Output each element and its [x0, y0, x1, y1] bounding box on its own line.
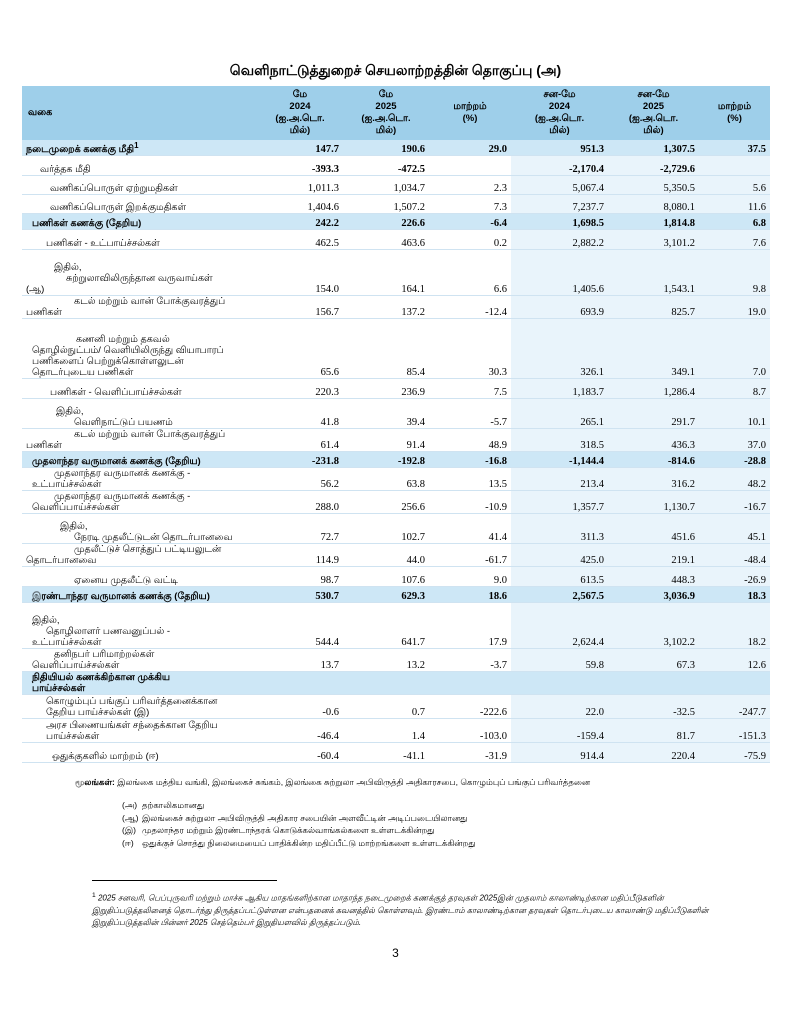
note-symbol: (ஈ) — [122, 837, 134, 848]
row-value: 8,080.1 — [608, 195, 699, 214]
row-label-line: கடல் மற்றும் வான் போக்குவரத்துப் — [74, 296, 226, 308]
row-value: 1.4 — [343, 719, 429, 743]
row-value: -192.8 — [343, 452, 429, 468]
row-value: 5.6 — [699, 176, 770, 195]
row-value: 164.1 — [343, 250, 429, 296]
row-label — [22, 140, 257, 156]
row-value: 349.1 — [608, 319, 699, 379]
row-value: -6.4 — [429, 214, 511, 230]
table-row — [22, 695, 770, 719]
row-label-line: கணனி மற்றும் தகவல் — [76, 334, 170, 346]
table-row — [22, 743, 770, 763]
row-value — [608, 672, 699, 695]
row-label-line: முதலாந்தர வருமானக் கணக்கு (தேறிய) — [32, 456, 201, 468]
row-label — [22, 452, 257, 468]
row-value: 463.6 — [343, 230, 429, 250]
row-value: 7.0 — [699, 319, 770, 379]
table-body — [22, 140, 770, 763]
row-label — [22, 250, 257, 296]
row-label — [22, 514, 257, 544]
row-value: 3,036.9 — [608, 587, 699, 603]
row-value: 629.3 — [343, 587, 429, 603]
table-row — [22, 491, 770, 514]
row-value: 13.7 — [257, 649, 343, 672]
row-value: -16.7 — [699, 491, 770, 514]
row-label-line: கொழும்புப் பங்குப் பரிவர்த்தனைக்கான — [46, 696, 218, 708]
row-value: 265.1 — [511, 399, 608, 429]
row-value: 213.4 — [511, 468, 608, 491]
row-label-line: பணிகள் கணக்கு (தேறிய) — [32, 218, 142, 230]
row-value: 220.4 — [608, 743, 699, 763]
header-line: (ஐ.அ.டொ. — [361, 113, 411, 124]
row-label — [22, 156, 257, 176]
row-value: -75.9 — [699, 743, 770, 763]
sources — [75, 777, 765, 789]
row-value: 22.0 — [511, 695, 608, 719]
row-label-line: இரண்டாந்தர வருமானக் கணக்கு (தேறிய) — [32, 591, 210, 603]
row-value — [429, 672, 511, 695]
table-row — [22, 195, 770, 214]
row-value: 1,814.8 — [608, 214, 699, 230]
row-value: 1,543.1 — [608, 250, 699, 296]
row-value: 1,286.4 — [608, 379, 699, 399]
row-label-line: முதலாந்தர வருமானக் கணக்கு - — [54, 468, 191, 480]
header-may-2025 — [343, 86, 429, 140]
row-label — [22, 195, 257, 214]
row-label — [22, 399, 257, 429]
row-value: 44.0 — [343, 544, 429, 567]
row-label-line: அரச பிணையங்கள் சந்தைக்கான தேறிய — [46, 720, 218, 732]
note-item — [122, 812, 762, 825]
table-row — [22, 140, 770, 156]
row-value: 81.7 — [608, 719, 699, 743]
header-line: மில்) — [289, 125, 311, 136]
header-category — [22, 86, 257, 140]
header-line: 2025 — [642, 101, 665, 112]
row-value: 11.6 — [699, 195, 770, 214]
row-value: 48.2 — [699, 468, 770, 491]
external-sector-table — [22, 86, 770, 763]
row-value: -10.9 — [429, 491, 511, 514]
header-line: மே — [378, 89, 394, 100]
row-value: 462.5 — [257, 230, 343, 250]
row-value: -222.6 — [429, 695, 511, 719]
header-line: மாற்றம் — [717, 101, 752, 112]
row-value: 59.8 — [511, 649, 608, 672]
row-label — [22, 296, 257, 319]
header-line: (%) — [462, 113, 478, 124]
row-value: 1,404.6 — [257, 195, 343, 214]
row-label-line: பணிகள் - உட்பாய்ச்சல்கள் — [46, 238, 160, 250]
row-value: 13.5 — [429, 468, 511, 491]
row-value — [343, 672, 429, 695]
row-label-line: வர்த்தக மீதி — [40, 164, 91, 176]
row-label-line: பணிகள் — [26, 440, 62, 452]
note-symbol: (ஆ) — [122, 812, 139, 823]
row-value: -814.6 — [608, 452, 699, 468]
footnote-marker: 1 — [92, 892, 96, 899]
row-value: 29.0 — [429, 140, 511, 156]
row-label — [22, 468, 257, 491]
header-line: சன-மே — [543, 89, 576, 100]
row-label-line: உட்பாய்ச்சல்கள் — [32, 637, 102, 649]
row-value: 137.2 — [343, 296, 429, 319]
row-label-line: பாய்ச்சல்கள் — [46, 731, 100, 743]
row-label-line: இதில், — [60, 521, 88, 533]
table-row — [22, 379, 770, 399]
row-value: 41.8 — [257, 399, 343, 429]
header-line: (ஐ.அ.டொ. — [534, 113, 585, 124]
table-row — [22, 567, 770, 587]
row-value: 2,882.2 — [511, 230, 608, 250]
row-label-line: உட்பாய்ச்சல்கள் — [32, 479, 102, 491]
page-title: வெளிநாட்டுத்துறைச் செயலாற்றத்தின் தொகுப்பு (அ) — [229, 62, 562, 78]
row-value: 190.6 — [343, 140, 429, 156]
row-value: -472.5 — [343, 156, 429, 176]
row-value — [699, 672, 770, 695]
note-text: ஒதுக்குச் சொத்து நிலைமையைப் பாதிக்கின்ற மதிப்பீட்டு மாற்றங்களை உள்ளடக்கின்றது — [142, 837, 476, 848]
row-value: 30.3 — [429, 319, 511, 379]
table-row — [22, 649, 770, 672]
row-label-line: வெளிப்பாய்ச்சல்கள் — [32, 660, 120, 672]
row-label — [22, 429, 257, 452]
row-value: 242.2 — [257, 214, 343, 230]
row-value: -41.1 — [343, 743, 429, 763]
row-value: 448.3 — [608, 567, 699, 587]
table-row — [22, 156, 770, 176]
table-row — [22, 719, 770, 743]
header-line: மே — [292, 89, 308, 100]
row-value: 18.2 — [699, 603, 770, 649]
row-value: -16.8 — [429, 452, 511, 468]
row-value: 1,357.7 — [511, 491, 608, 514]
row-value: 85.4 — [343, 319, 429, 379]
table-row — [22, 468, 770, 491]
table-row — [22, 514, 770, 544]
row-value: 9.8 — [699, 250, 770, 296]
footnote-divider — [92, 880, 277, 881]
header-line: மில்) — [643, 125, 664, 136]
note-symbol: (அ) — [122, 800, 138, 810]
row-value: 45.1 — [699, 514, 770, 544]
row-value: 48.9 — [429, 429, 511, 452]
row-value: 8.7 — [699, 379, 770, 399]
row-label-line: தொடர்புடைய பணிகள் — [32, 367, 134, 379]
table-row — [22, 296, 770, 319]
row-value — [699, 156, 770, 176]
row-value: -1,144.4 — [511, 452, 608, 468]
row-value — [429, 156, 511, 176]
row-value: 18.6 — [429, 587, 511, 603]
row-value: 1,698.5 — [511, 214, 608, 230]
row-value: 19.0 — [699, 296, 770, 319]
table-row — [22, 319, 770, 379]
row-value: 2,624.4 — [511, 603, 608, 649]
row-label — [22, 379, 257, 399]
header-line: மில்) — [549, 125, 570, 136]
row-label-line: தொடர்பானவை — [26, 555, 97, 567]
row-label-line: முதலாந்தர வருமானக் கணக்கு - — [54, 491, 191, 503]
row-value: -5.7 — [429, 399, 511, 429]
row-value: 1,307.5 — [608, 140, 699, 156]
header-line: 2025 — [375, 101, 397, 112]
row-label — [22, 567, 257, 587]
header-jan-may-2024 — [511, 86, 608, 140]
table-row — [22, 452, 770, 468]
row-label — [22, 695, 257, 719]
row-label-line: தொழில்நுட்பம்/ வெளியிலிருந்து வியாபாரப் — [32, 345, 224, 357]
note-item — [122, 824, 762, 837]
row-value — [257, 672, 343, 695]
row-value: 226.6 — [343, 214, 429, 230]
row-value: 13.2 — [343, 649, 429, 672]
row-label — [22, 603, 257, 649]
row-value: -103.0 — [429, 719, 511, 743]
row-value: 256.6 — [343, 491, 429, 514]
row-value: 311.3 — [511, 514, 608, 544]
row-value: 63.8 — [343, 468, 429, 491]
row-value: 914.4 — [511, 743, 608, 763]
row-value: 9.0 — [429, 567, 511, 587]
row-value: 12.6 — [699, 649, 770, 672]
footnote-text: 2025 சனவரி, பெப்புருவரி மற்றும் மாச்சு ஆகிய மாதங்களிற்கான மாதாந்த நடைமுறைக் கணக்குத் தரவுகள் 2025இன் முதலாம் காலாண்டிற்கான மதிப்பீடுகளின் இறுதிப்படுத்தலினைத் தொடர்ந்து திருத்தப்பட்டுள்ளன என்பதனைக் கவனத்தில் கொள்ளவும். இரண்டாம் காலாண்டிற்கான தரவுகள் தொடர்புடைய காலாண்டு மதிப்பீடுகளின் இறுதிப்படுத்தலின் பின்னர் 2025 செத்தெம்பர் இறுதியளவில் திருத்தப்படும். — [92, 893, 709, 927]
row-label-line: தேறிய பாய்ச்சல்கள் (இ) — [46, 707, 150, 719]
table-row — [22, 429, 770, 452]
row-value: -393.3 — [257, 156, 343, 176]
header-line: 2024 — [548, 101, 571, 112]
table-row — [22, 587, 770, 603]
row-label — [22, 214, 257, 230]
row-value: 1,034.7 — [343, 176, 429, 195]
row-value: 72.7 — [257, 514, 343, 544]
row-value: 318.5 — [511, 429, 608, 452]
row-value: -31.9 — [429, 743, 511, 763]
row-value: 67.3 — [608, 649, 699, 672]
notes-list — [122, 799, 762, 849]
row-value: 693.9 — [511, 296, 608, 319]
row-label-line: தனிநபர் பரிமாற்றல்கள் — [54, 649, 155, 661]
row-label-line: பணிகள் — [26, 307, 62, 319]
row-label — [22, 176, 257, 195]
row-label — [22, 672, 257, 695]
row-label-line: நடைமுறைக் கணக்கு மீதி$^1$ — [26, 141, 139, 156]
note-symbol: (இ) — [122, 825, 136, 835]
row-value: 147.7 — [257, 140, 343, 156]
row-value: 825.7 — [608, 296, 699, 319]
row-label-line: வணிகப்பொருள் இறக்குமதிகள் — [50, 202, 187, 214]
footnote-ref: 1 — [134, 141, 139, 150]
note-text: முதலாந்தர மற்றும் இரண்டாந்தரக் கொடுக்கல்வாங்கல்களை உள்ளடக்கின்றது — [142, 825, 435, 835]
row-label — [22, 319, 257, 379]
row-label — [22, 544, 257, 567]
row-label-line: பணிகள் - வெளிப்பாய்ச்சல்கள் — [50, 387, 182, 399]
sources-label: மூலங்கள்: — [75, 777, 115, 787]
row-value: 951.3 — [511, 140, 608, 156]
row-value: 61.4 — [257, 429, 343, 452]
note-text: இலங்கைச் சுற்றுலா அபிவிருத்தி அதிகார சபையின் அளவீட்டின் அடிப்படையிலானது — [142, 812, 468, 823]
row-label-line: நிதியியல் கணக்கிற்கான முக்கிய — [32, 672, 171, 684]
row-value: 2,567.5 — [511, 587, 608, 603]
row-label-line: நேரடி முதலீட்டுடன் தொடர்பானவை — [74, 532, 233, 544]
row-value: 1,507.2 — [343, 195, 429, 214]
row-value: 1,011.3 — [257, 176, 343, 195]
row-value: -12.4 — [429, 296, 511, 319]
row-value: 5,350.5 — [608, 176, 699, 195]
row-label-line: ஏனைய முதலீட்டு வட்டி — [74, 575, 178, 587]
header-line: வகை — [28, 107, 53, 118]
row-value: 219.1 — [608, 544, 699, 567]
row-value: 102.7 — [343, 514, 429, 544]
row-label-line: தொழிலாளர் பணவனுப்பல் - — [46, 626, 171, 638]
row-value: -151.3 — [699, 719, 770, 743]
header-line: சன-மே — [637, 89, 670, 100]
row-label — [22, 587, 257, 603]
row-label-line: இதில், — [54, 262, 82, 274]
row-value: 7.3 — [429, 195, 511, 214]
header-jan-may-2025 — [608, 86, 699, 140]
row-label-line: இதில், — [32, 615, 60, 627]
row-value: 530.7 — [257, 587, 343, 603]
row-value: -247.7 — [699, 695, 770, 719]
row-value: 107.6 — [343, 567, 429, 587]
row-value: 6.6 — [429, 250, 511, 296]
row-value: 5,067.4 — [511, 176, 608, 195]
row-value: -26.9 — [699, 567, 770, 587]
row-value: 288.0 — [257, 491, 343, 514]
row-value: -61.7 — [429, 544, 511, 567]
row-value: -60.4 — [257, 743, 343, 763]
table-header-row — [22, 86, 770, 140]
row-value: 1,405.6 — [511, 250, 608, 296]
header-line: (ஐ.அ.டொ. — [275, 113, 325, 124]
row-label — [22, 230, 257, 250]
header-line: (ஐ.அ.டொ. — [628, 113, 679, 124]
table-row — [22, 230, 770, 250]
row-value: 613.5 — [511, 567, 608, 587]
table-row — [22, 603, 770, 649]
row-value: 326.1 — [511, 319, 608, 379]
row-label — [22, 649, 257, 672]
row-value: -28.8 — [699, 452, 770, 468]
header-may-2024 — [257, 86, 343, 140]
row-value: 156.7 — [257, 296, 343, 319]
row-value — [511, 672, 608, 695]
footnote — [92, 890, 712, 929]
row-value: -32.5 — [608, 695, 699, 719]
table-row — [22, 214, 770, 230]
row-value: 10.1 — [699, 399, 770, 429]
row-value: 37.0 — [699, 429, 770, 452]
row-value: -231.8 — [257, 452, 343, 468]
row-label — [22, 719, 257, 743]
header-line: மில்) — [375, 125, 397, 136]
row-label-line: முதலீட்டுச் சொத்துப் பட்டியலுடன் — [74, 544, 222, 556]
row-label — [22, 491, 257, 514]
row-label-line: வெளிநாட்டுப் பயணம் — [74, 417, 173, 429]
row-label-line: சுற்றுலாவிலிருந்தான வருவாய்கள் — [66, 273, 213, 285]
row-value: 98.7 — [257, 567, 343, 587]
row-label-line: (ஆ) — [26, 284, 45, 296]
row-value: 451.6 — [608, 514, 699, 544]
row-value: 0.7 — [343, 695, 429, 719]
note-text: தற்காலிகமானது — [142, 800, 205, 810]
row-value: 39.4 — [343, 399, 429, 429]
row-value: 37.5 — [699, 140, 770, 156]
page-number: 3 — [392, 946, 399, 960]
header-line: 2024 — [289, 101, 311, 112]
row-value: -159.4 — [511, 719, 608, 743]
row-label-line: வெளிப்பாய்ச்சல்கள் — [32, 502, 120, 514]
row-label-line: பணிகளைப் பெற்றுக்கொள்ளலுடன் — [32, 356, 184, 368]
row-label — [22, 743, 257, 763]
row-label-line: பாய்ச்சல்கள் — [32, 683, 86, 695]
row-value: 41.4 — [429, 514, 511, 544]
row-value: 544.4 — [257, 603, 343, 649]
row-value: 436.3 — [608, 429, 699, 452]
row-label-line: கடல் மற்றும் வான் போக்குவரத்துப் — [74, 429, 226, 441]
row-value: -3.7 — [429, 649, 511, 672]
note-item — [122, 837, 762, 850]
row-value: 236.9 — [343, 379, 429, 399]
row-value: 56.2 — [257, 468, 343, 491]
row-value: -0.6 — [257, 695, 343, 719]
row-value: 316.2 — [608, 468, 699, 491]
row-value: 6.8 — [699, 214, 770, 230]
row-value: -2,729.6 — [608, 156, 699, 176]
row-value: 3,101.2 — [608, 230, 699, 250]
table-row — [22, 544, 770, 567]
table-row — [22, 250, 770, 296]
table-row — [22, 176, 770, 195]
row-value: -46.4 — [257, 719, 343, 743]
row-label-line: ஒதுக்குகளில் மாற்றம் (ஈ) — [52, 751, 159, 763]
row-label-line: வணிகப்பொருள் ஏற்றுமதிகள் — [50, 183, 178, 195]
row-value: 65.6 — [257, 319, 343, 379]
row-value: -48.4 — [699, 544, 770, 567]
row-value: -2,170.4 — [511, 156, 608, 176]
header-line: (%) — [727, 113, 742, 124]
row-value: 291.7 — [608, 399, 699, 429]
row-value: 7.5 — [429, 379, 511, 399]
row-value: 220.3 — [257, 379, 343, 399]
note-item — [122, 799, 762, 812]
row-value: 91.4 — [343, 429, 429, 452]
row-value: 0.2 — [429, 230, 511, 250]
header-may-change — [429, 86, 511, 140]
header-jan-may-change — [699, 86, 770, 140]
row-value: 18.3 — [699, 587, 770, 603]
table-row — [22, 672, 770, 695]
row-value: 7,237.7 — [511, 195, 608, 214]
header-line: மாற்றம் — [453, 101, 487, 112]
row-value: 154.0 — [257, 250, 343, 296]
row-value: 425.0 — [511, 544, 608, 567]
table-row — [22, 399, 770, 429]
row-value: 17.9 — [429, 603, 511, 649]
row-label-line: இதில், — [56, 406, 84, 418]
row-value: 1,130.7 — [608, 491, 699, 514]
row-value: 3,102.2 — [608, 603, 699, 649]
row-value: 114.9 — [257, 544, 343, 567]
sources-text: இலங்கை மத்திய வங்கி, இலங்கைச் சுங்கம், இலங்கை சுற்றுலா அபிவிருத்தி அதிகாரசபை, கொழும்புப் பங்குப் பரிவர்த்தனை — [117, 777, 591, 787]
row-value: 7.6 — [699, 230, 770, 250]
row-value: 1,183.7 — [511, 379, 608, 399]
row-value: 2.3 — [429, 176, 511, 195]
row-value: 641.7 — [343, 603, 429, 649]
